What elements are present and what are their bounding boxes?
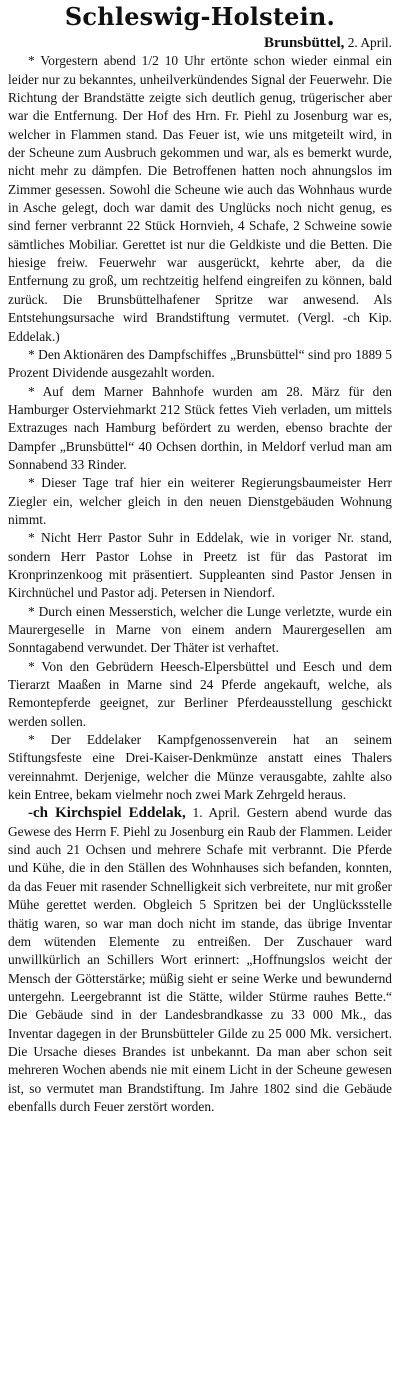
dateline-date: 2. April.: [347, 35, 392, 50]
dateline-date: 1. April.: [192, 805, 241, 821]
news-item-horses: * Von den Gebrüdern Heesch-Elpersbüttel und Eesch und dem Tierarzt Maaßen in Marne sind 24 Pferde angekauft, welche, als Remontepferde geeignet, zur Berliner Pferdeausstellung geschickt werden sollen.: [8, 658, 392, 729]
dateline-place: -ch Kirchspiel Eddelak,: [28, 805, 186, 822]
dateline-row-brunsbuettel: [8, 34, 392, 52]
section-heading: Schleswig-Holstein.: [64, 2, 336, 31]
news-item-cattle-transport: * Auf dem Marner Bahnhofe wurden am 28. März für den Hamburger Osterviehmarkt 212 Stück fettes Vieh verladen, um mittels Extrazuges nach Hamburg befördert zu werden, ebenso brachte der Dampfer „Brunsbüttel“ 40 Ochsen dorthin, in Meldorf verlud man am Sonnabend 33 Rinder.: [8, 383, 392, 472]
news-item-fire-josenburg: * Vorgestern abend 1/2 10 Uhr ertönte schon wieder einmal ein leider nur zu bekanntes, unheilverkündendes Signal der Feuerwehr. Die Richtung der Brandstätte zeigte sich deutlich genug, trügerischer aber war die Entfernung. Der Hof des Hrn. Fr. Piehl zu Josenburg war es, welcher in Flammen stand. Das Feuer ist, wie uns mitgeteilt wird, in der Scheune zum Ausbruch gekommen und war, als es bemerkt wurde, nicht mehr zu dämpfen. Die Betroffenen hatten noch ahnungslos im Zimmer gesessen. Sowohl die Scheune wie auch das Wohnhaus wurde in Asche gelegt, doch war damit des Unglücks noch nicht genug, es sind ferner verbrannt 22 Stück Hornvieh, 4 Schafe, 2 Schweine sowie sämtliches Mobiliar. Gerettet ist nur die Geldkiste und die Betten. Die hiesige freiw. Feuerwehr war ausgerückt, kehrte aber, da die Entfernung zu groß, um rechtzeitig helfend eingreifen zu können, bald zurück. Die Brunsbüttelhafener Spritze war anwesend. Als Entstehungsursache wird Brandstiftung vermutet. (Vergl. -ch Kip. Eddelak.): [8, 53, 392, 344]
news-item-new-official: * Dieser Tage traf hier ein weiterer Regierungsbaumeister Herr Ziegler ein, welcher gleich in den neuen Dienstgebäuden Wohnung nimmt.: [8, 475, 392, 527]
news-item-coin: * Der Eddelaker Kampfgenossenverein hat an seinem Stiftungsfeste eine Drei-Kaiser-Denkmünze anstatt eines Thalers vereinnahmt. Derjenige, welcher die Münze verausgabte, zahlte also kein Entree, bekam vielmehr noch zwei Mark Zehrgeld heraus.: [8, 732, 392, 803]
news-item-eddelak-report: [8, 804, 392, 1116]
news-item-dividend: * Den Aktionären des Dampfschiffes „Brunsbüttel“ sind pro 1889 5 Prozent Dividende ausgezahlt worden.: [8, 346, 392, 381]
news-item-stabbing: * Durch einen Messerstich, welcher die Lunge verletzte, wurde ein Maurergeselle in Marne von einem andern Maurergesellen am Sonntagabend verwundet. Der Thäter ist verhaftet.: [8, 603, 392, 656]
dateline-place: Brunsbüttel,: [263, 35, 345, 51]
report-text: Gestern abend wurde das Gewese des Herrn F. Piehl zu Josenburg ein Raub der Flammen. Leider sind auch 21 Ochsen und mehrere Schafe mit verbrannt. Die Pferde und Kühe, die in den Ställen des Wohnhauses sich befanden, konnten, da das Feuer mit rasender Schnelligkeit sich verbreitete, nur mit großer Mühe gerettet werden. Obgleich 5 Spritzen bei der Unglücksstelle thätig waren, so war man doch nicht im stande, das übrige Inventar dem wütenden Elemente zu entreißen. Der Zuschauer ward unwillkürlich an Schillers Wort erinnert: „Hoffnungslos weicht der Mensch der Götterstärke; müßig sieht er seine Werke und bewundernd untergehn. Leergebrannt ist die Stätte, wilder Stürme rauhes Bette.“ Die Gebäude sind in der Landesbrandkasse zu 33 000 Mk., das Inventar dagegen in der Brunsbütteler Gilde zu 25 000 Mk. versichert. Die Ursache dieses Brandes ist unbekannt. Da man aber schon seit mehreren Wochen abends nie mit einem Licht in der Scheune gewesen ist, so vermutet man Brandstiftung. Im Jahre 1802 sind die Gebäude ebenfalls durch Feuer zerstört worden.: [8, 805, 392, 1114]
news-item-pastor-correction: * Nicht Herr Pastor Suhr in Eddelak, wie in voriger Nr. stand, sondern Herr Pastor Lohse in Preetz ist für das Pastorat im Kronprinzenkoog mit präsentiert. Suppleanten sind Pastor Jensen in Kirchnüchel und Pastor adj. Petersen in Niendorf.: [8, 530, 392, 601]
